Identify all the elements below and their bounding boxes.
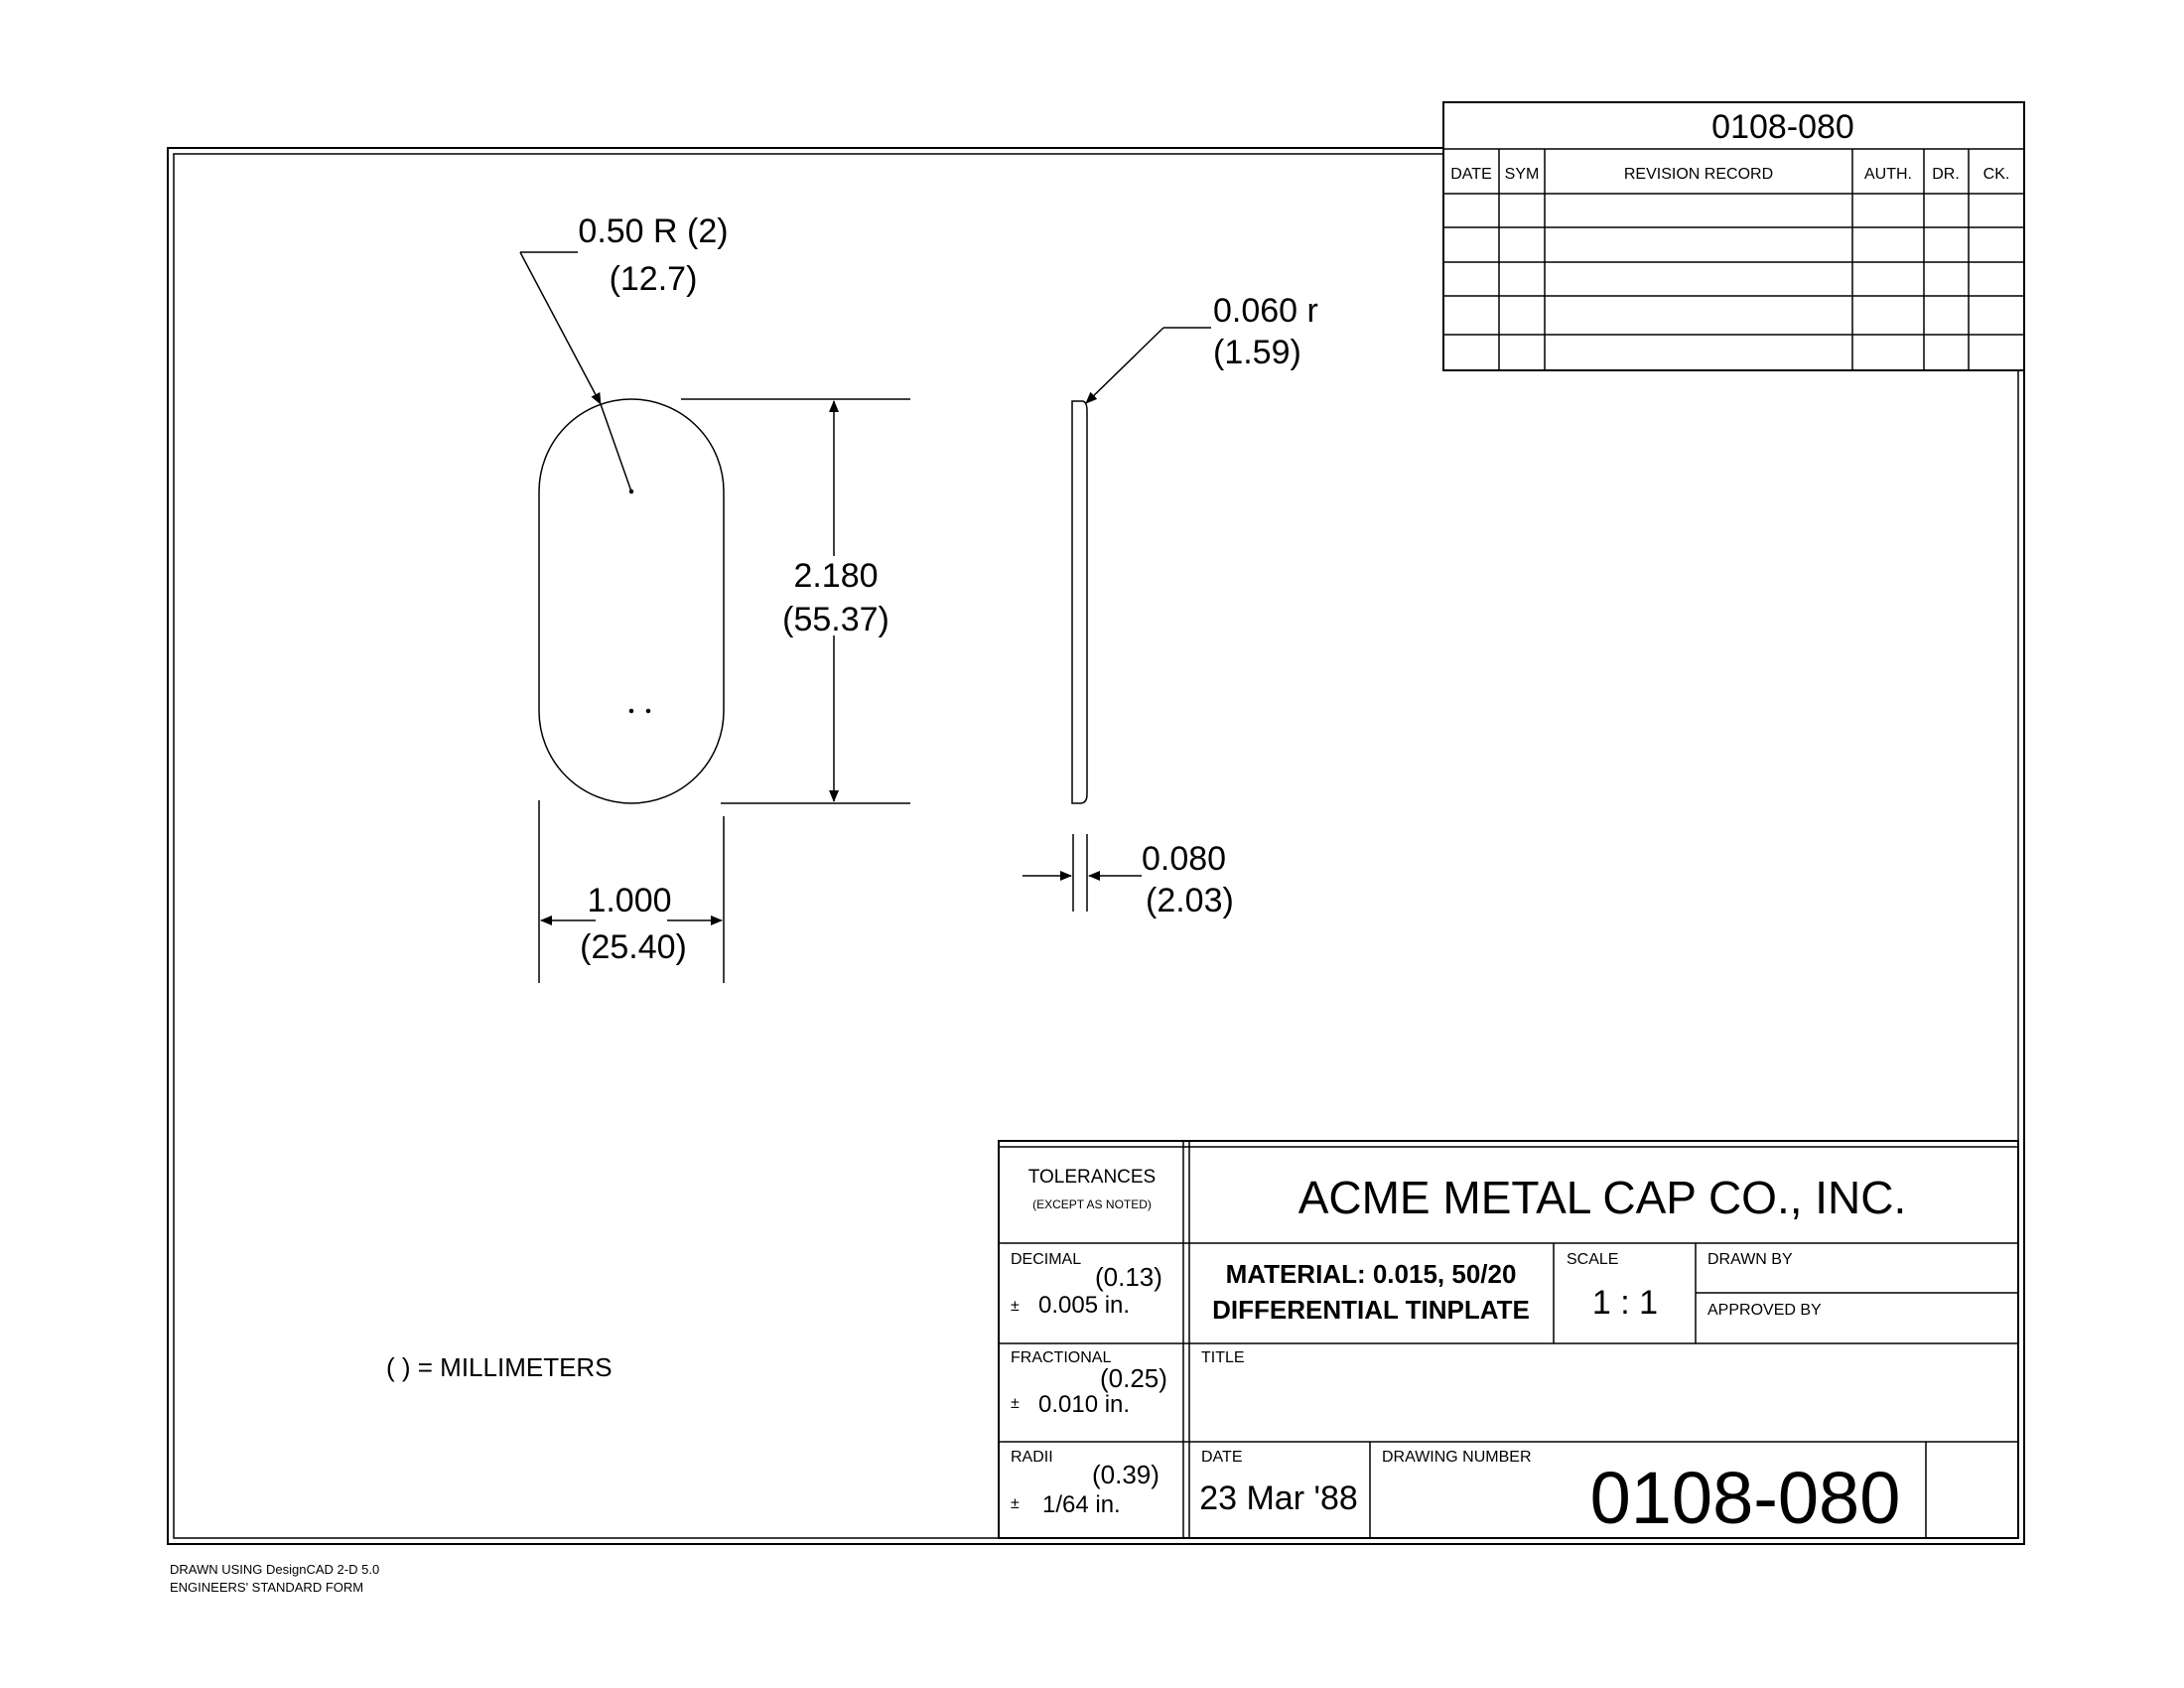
- material-line-1: MATERIAL: 0.015, 50/20: [1225, 1259, 1517, 1289]
- drawn-by-label: DRAWN BY: [1707, 1251, 1793, 1268]
- obround-outline: [539, 399, 724, 803]
- fractional-value: 0.010 in.: [1038, 1391, 1131, 1418]
- except-as-noted-label: (EXCEPT AS NOTED): [1032, 1197, 1152, 1211]
- fractional-mm: (0.25): [1100, 1363, 1167, 1393]
- radii-value: 1/64 in.: [1042, 1491, 1121, 1518]
- revision-header-dr: DR.: [1932, 166, 1960, 183]
- drawing-number-label: DRAWING NUMBER: [1382, 1449, 1532, 1466]
- lower-center-mark: [630, 710, 633, 713]
- fractional-label: FRACTIONAL: [1011, 1349, 1112, 1366]
- decimal-value: 0.005 in.: [1038, 1292, 1131, 1319]
- part-side-view: [1072, 401, 1087, 803]
- decimal-mm: (0.13): [1095, 1262, 1162, 1292]
- decimal-plus-minus: ±: [1011, 1298, 1020, 1315]
- thickness-dimension: [1023, 834, 1142, 912]
- revision-header-auth: AUTH.: [1864, 166, 1912, 183]
- height-mm: (55.37): [782, 601, 889, 638]
- part-front-view: [539, 399, 724, 803]
- revision-header-ck: CK.: [1982, 166, 2010, 183]
- radius-large-inch: 0.50 R (2): [578, 212, 729, 250]
- scale-label: SCALE: [1567, 1251, 1619, 1268]
- radii-mm: (0.39): [1092, 1460, 1160, 1489]
- scale-value: 1 : 1: [1591, 1284, 1659, 1322]
- company-name: ACME METAL CAP CO., INC.: [1297, 1172, 1907, 1223]
- fractional-plus-minus: ±: [1011, 1395, 1020, 1412]
- lower-center-mark-2: [647, 710, 650, 713]
- radius-small-leader: [1086, 328, 1211, 403]
- thickness-inch: 0.080: [1142, 840, 1227, 878]
- radii-label: RADII: [1011, 1449, 1053, 1466]
- radius-small-inch: 0.060 r: [1213, 292, 1318, 330]
- footer-line-2: ENGINEERS' STANDARD FORM: [170, 1580, 364, 1595]
- date-value: 23 Mar '88: [1199, 1479, 1358, 1517]
- radii-plus-minus: ±: [1011, 1495, 1020, 1512]
- decimal-label: DECIMAL: [1011, 1251, 1082, 1268]
- thickness-mm: (2.03): [1146, 882, 1234, 919]
- width-mm: (25.40): [580, 928, 687, 966]
- radius-small-mm: (1.59): [1213, 334, 1301, 371]
- revision-header-sym: SYM: [1504, 166, 1540, 183]
- tolerances-label: TOLERANCES: [1027, 1167, 1157, 1188]
- height-inch: 2.180: [793, 557, 879, 595]
- date-label: DATE: [1201, 1449, 1243, 1466]
- material-line-2: DIFFERENTIAL TINPLATE: [1212, 1295, 1530, 1325]
- revision-drawing-number: 0108-080: [1711, 108, 1854, 146]
- width-inch: 1.000: [587, 882, 672, 919]
- revision-header-date: DATE: [1450, 166, 1492, 183]
- approved-by-label: APPROVED BY: [1707, 1302, 1822, 1319]
- drawing-number: 0108-080: [1589, 1457, 1901, 1539]
- radius-large-mm: (12.7): [609, 260, 698, 298]
- footer-line-1: DRAWN USING DesignCAD 2-D 5.0: [170, 1562, 380, 1577]
- title-label: TITLE: [1201, 1349, 1245, 1366]
- units-note: ( ) = MILLIMETERS: [386, 1352, 613, 1382]
- revision-header-record: REVISION RECORD: [1623, 166, 1774, 183]
